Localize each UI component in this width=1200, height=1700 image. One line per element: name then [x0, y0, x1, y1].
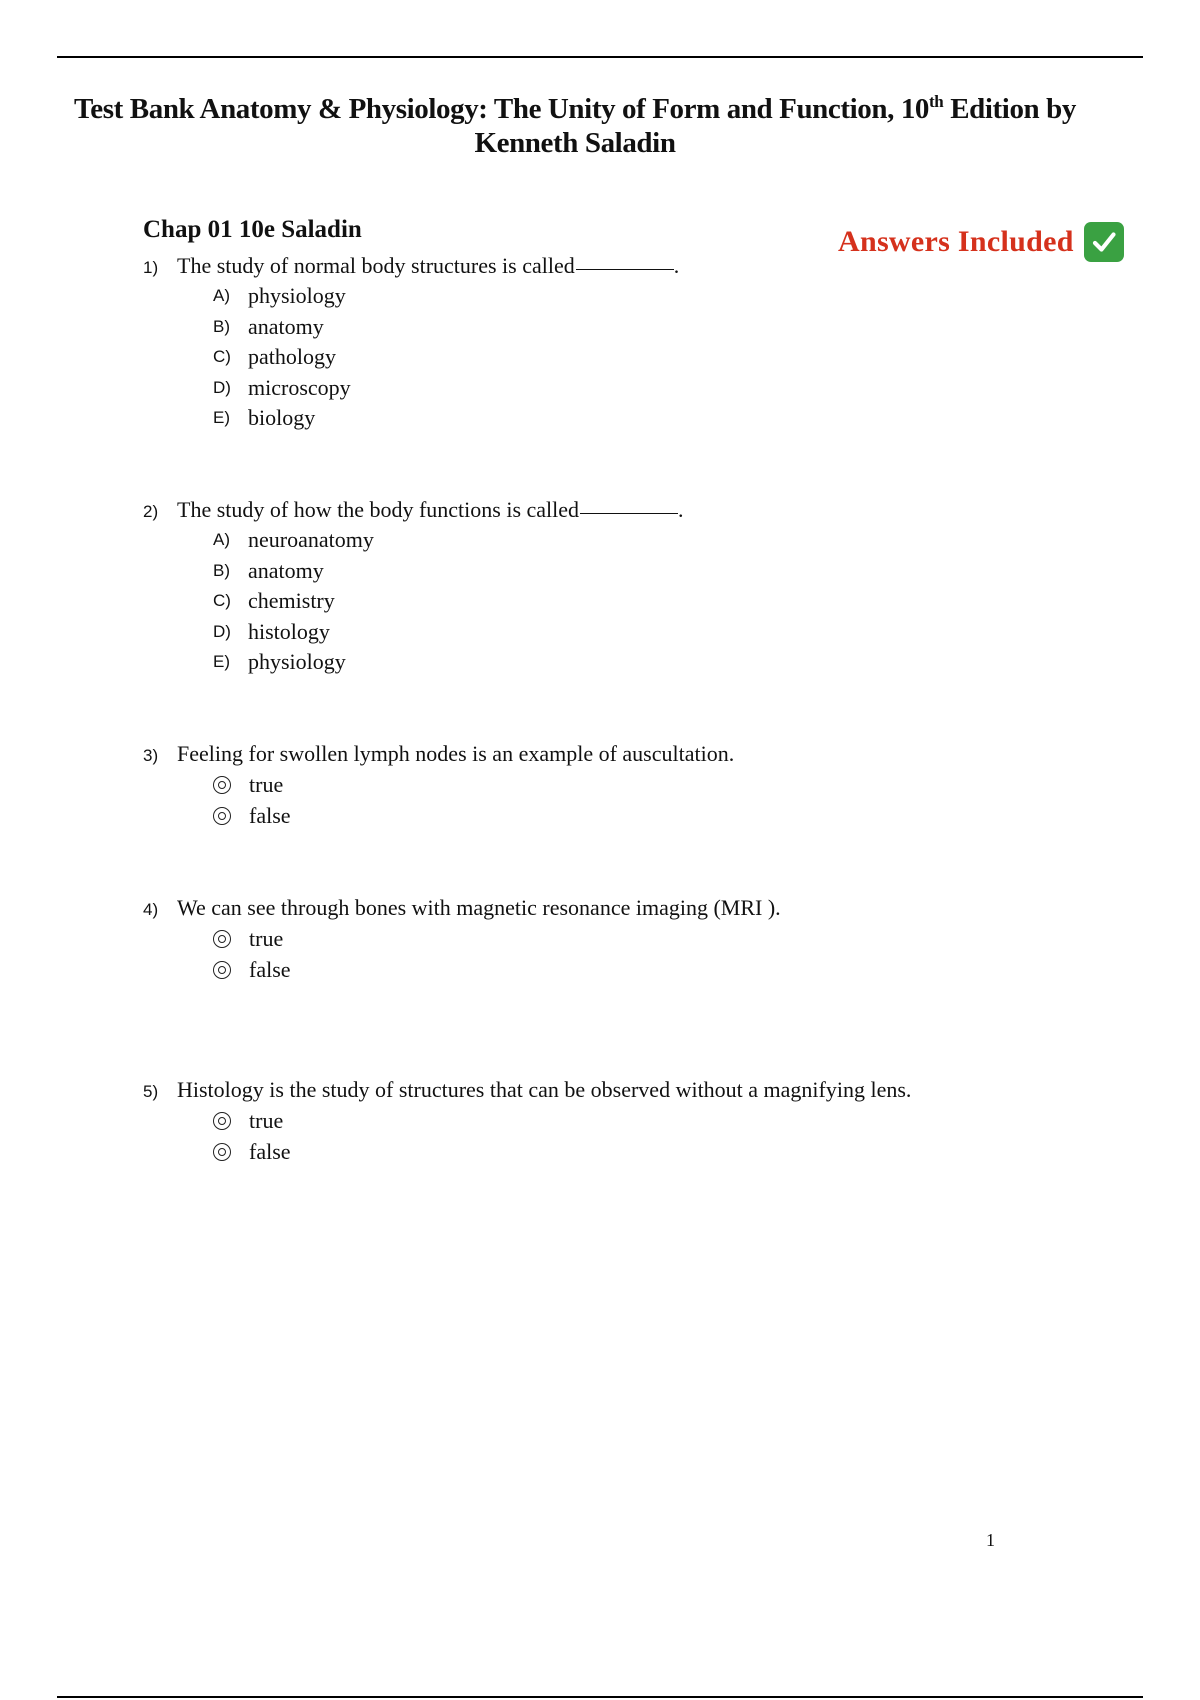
page-number: 1: [986, 1530, 995, 1550]
option-e[interactable]: E) biology: [213, 405, 316, 431]
option-a[interactable]: A) neuroanatomy: [213, 527, 374, 553]
question-5: [143, 1076, 911, 1167]
option-false[interactable]: false: [213, 800, 734, 831]
question-1: [143, 252, 679, 434]
top-rule: [57, 56, 1143, 58]
radio-icon[interactable]: [213, 807, 231, 825]
option-b[interactable]: B) anatomy: [213, 557, 324, 583]
question-text: Feeling for swollen lymph nodes is an example of auscultation.: [177, 741, 735, 766]
answer-blank: [580, 512, 678, 514]
question-text: The study of how the body functions is called .: [177, 497, 684, 522]
radio-icon[interactable]: [213, 1112, 231, 1130]
question-text: The study of normal body structures is called .: [177, 253, 680, 278]
title-superscript: th: [929, 92, 944, 111]
radio-icon[interactable]: [213, 930, 231, 948]
title-text-end: Edition by: [943, 93, 1076, 125]
option-true[interactable]: true: [213, 769, 734, 800]
option-true[interactable]: true: [213, 923, 817, 954]
option-d[interactable]: D) microscopy: [213, 374, 351, 400]
question-text: Histology is the study of structures that can be observed without a magnifying lens.: [177, 1077, 912, 1102]
chapter-heading: Chap 01 10e Saladin: [143, 216, 362, 243]
option-c[interactable]: C) pathology: [213, 344, 336, 370]
title-author: Kenneth Saladin: [474, 127, 676, 159]
option-list: [213, 281, 679, 434]
option-e[interactable]: E) physiology: [213, 649, 346, 675]
radio-icon[interactable]: [213, 1143, 231, 1161]
question-3: [143, 740, 734, 831]
option-list: [213, 525, 684, 678]
question-2: [143, 496, 684, 678]
document-title: [20, 92, 1130, 160]
option-false[interactable]: false: [213, 954, 817, 985]
option-a[interactable]: A) physiology: [213, 283, 346, 309]
option-d[interactable]: D) histology: [213, 618, 330, 644]
option-b[interactable]: B) anatomy: [213, 313, 324, 339]
question-number: 2): [143, 502, 159, 521]
question-4: [143, 894, 817, 985]
option-false[interactable]: false: [213, 1136, 911, 1167]
answer-blank: [576, 268, 674, 270]
option-list: [213, 769, 734, 831]
option-true[interactable]: true: [213, 1105, 911, 1136]
option-c[interactable]: C) chemistry: [213, 588, 335, 614]
option-list: [213, 923, 817, 985]
title-text: Test Bank Anatomy & Physiology: The Unity of Form and Function, 10: [74, 93, 930, 125]
question-number: 1): [143, 258, 159, 277]
question-text: We can see through bones with magnetic resonance imaging (MRI ).: [177, 895, 781, 920]
bottom-rule: [57, 1696, 1143, 1698]
option-list: [213, 1105, 911, 1167]
check-mark-icon: [1084, 222, 1124, 262]
question-number: 3): [143, 746, 159, 765]
answers-included-badge: [838, 222, 1124, 262]
answers-label: Answers Included: [838, 225, 1074, 258]
radio-icon[interactable]: [213, 776, 231, 794]
question-number: 4): [143, 900, 159, 919]
question-number: 5): [143, 1082, 159, 1101]
radio-icon[interactable]: [213, 961, 231, 979]
